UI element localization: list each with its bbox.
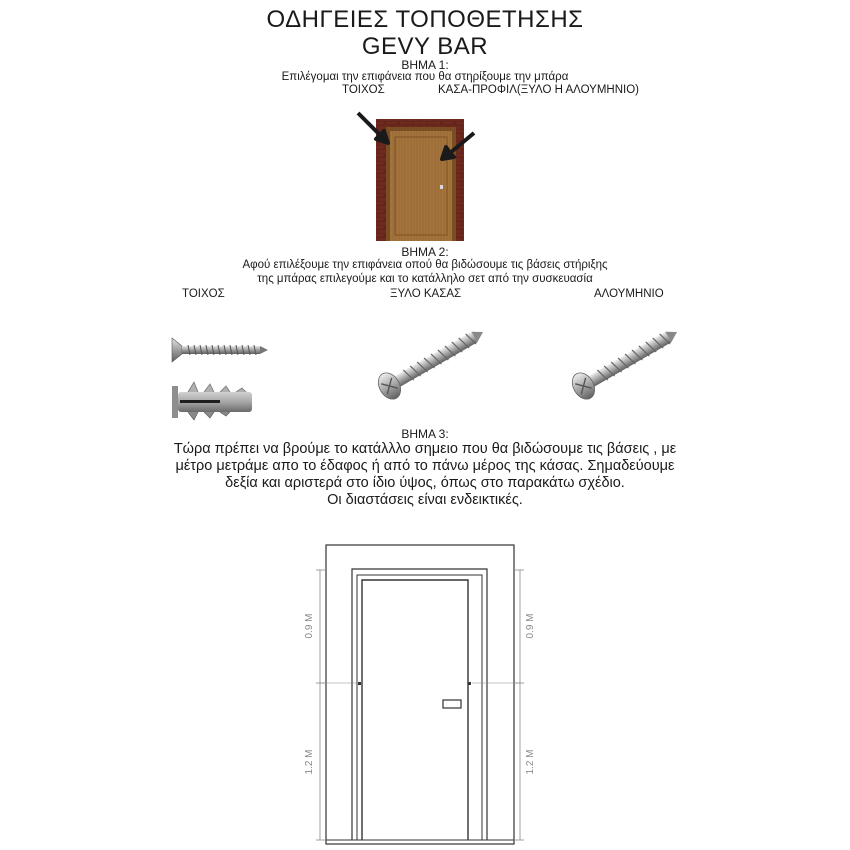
dim-right-bottom: 1.2 M bbox=[525, 749, 536, 775]
step2-label-wood: ΞΥΛΟ ΚΑΣΑΣ bbox=[390, 288, 462, 300]
step2-label-aluminium: ΑΛΟΥΜΗΝΙΟ bbox=[594, 288, 664, 300]
door-measurement-drawing bbox=[290, 540, 550, 846]
wall-anchor-icon bbox=[168, 380, 260, 422]
step3-heading: ΒΗΜΑ 3: bbox=[401, 427, 449, 441]
step2-line1: Αφού επιλέξουμε την επιφάνεια οπού θα βιδώσουμε τις βάσεις στήριξης bbox=[242, 259, 608, 271]
step3-line1: Τώρα πρέπει να βρούμε το κατάλλλο σημειο που θα βιδώσουμε τις βάσεις , με bbox=[173, 441, 677, 457]
dim-left-top: 0.9 M bbox=[304, 613, 315, 639]
door-wall-illustration bbox=[350, 105, 490, 243]
page-title: ΟΔΗΓΕΙΕΣ ΤΟΠΟΘΕΤΗΣΗΣ bbox=[266, 6, 584, 33]
step3-line4: Οι διαστάσεις είναι ενδεικτικές. bbox=[327, 492, 523, 508]
step3-line3: δεξία και αριστερά στο ίδιο ύψος, όπως στο παρακάτω σχέδιο. bbox=[225, 475, 625, 491]
dim-left-bottom: 1.2 M bbox=[304, 749, 315, 775]
step2-line2: της μπάρας επιλεγούμε και το κατάλληλο σετ από την συσκευασία bbox=[257, 273, 593, 285]
aluminium-screw-icon bbox=[566, 330, 680, 414]
step1-label-frame: ΚΑΣΑ-ΠΡΟΦΙΛ(ΞΥΛΟ Η ΑΛΟΥΜΗΝΙΟ) bbox=[438, 84, 640, 96]
step2-label-wall: ΤΟΙΧΟΣ bbox=[182, 288, 225, 300]
wall-screw-icon bbox=[168, 334, 272, 366]
step2-heading: ΒΗΜΑ 2: bbox=[401, 245, 449, 259]
step3-line2: μέτρο μετράμε απο το έδαφος ή από το πάνω μέρος της κάσας. Σημαδεύουμε bbox=[175, 458, 675, 474]
step1-heading: ΒΗΜΑ 1: bbox=[401, 58, 449, 72]
step1-label-wall: ΤΟΙΧΟΣ bbox=[342, 84, 385, 96]
dim-right-top: 0.9 M bbox=[525, 613, 536, 639]
product-name: GEVY BAR bbox=[361, 33, 489, 60]
wood-screw-icon bbox=[372, 330, 486, 414]
step1-text: Επιλέγομαι την επιφάνεια που θα στηρίξουμε την μπάρα bbox=[281, 71, 569, 83]
